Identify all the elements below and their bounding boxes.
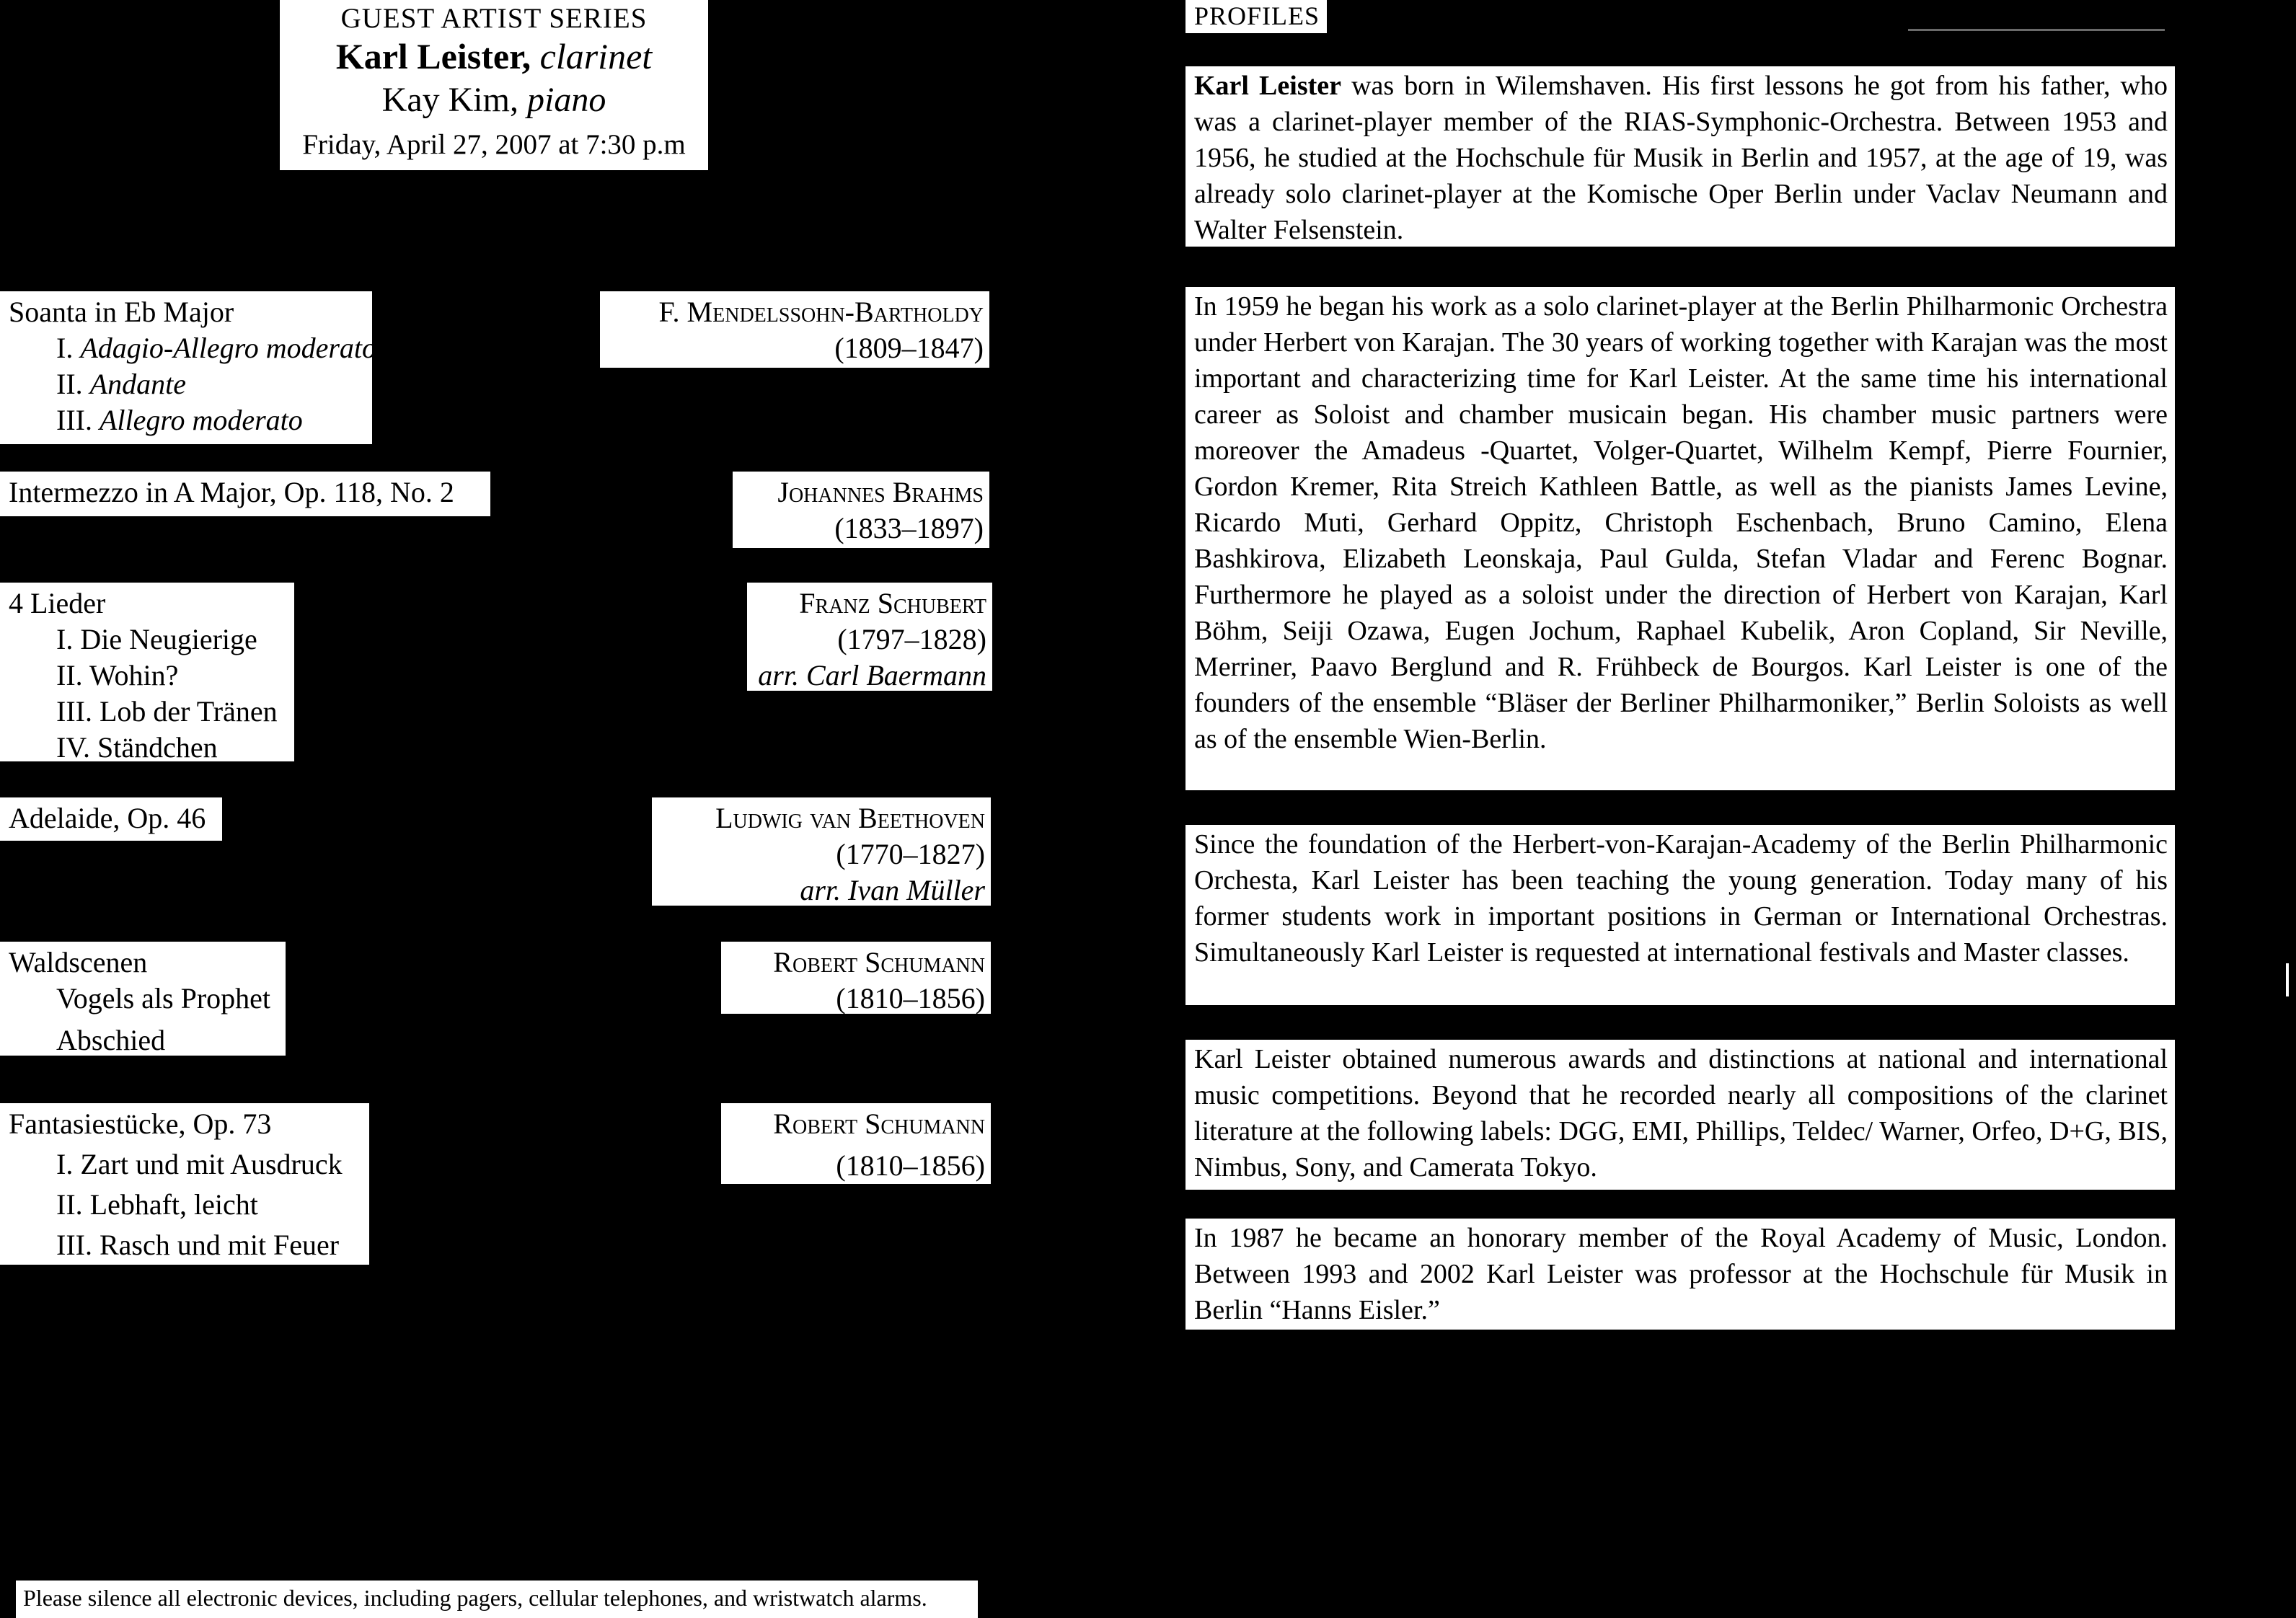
movement: Abschied: [56, 1024, 166, 1056]
profile-text: In 1987 he became an honorary member of the Royal Academy of Music, London. Between 1993 and 2002 Karl Leister was professor at the Hochschule für Musik in Berlin “Hanns Eisler.”: [1194, 1223, 2168, 1325]
profile-paragraph-2: [1185, 287, 2175, 790]
movement-number: I.: [56, 332, 81, 364]
profile-paragraph-1: [1185, 66, 2175, 247]
profile-text: Karl Leister obtained numerous awards and distinctions at national and international music competitions. Beyond that he recorded nearly all compositions of the clarinet literature at the following labels: DGG, EMI, Phillips, Teldec/ Warner, Orfeo, D+G, BIS, Nimbus, Sony, and Camerata Tokyo.: [1194, 1044, 2168, 1182]
program-item-5: [0, 942, 286, 1056]
artist-instrument: clarinet: [539, 36, 653, 76]
piece-title: Adelaide, Op. 46: [9, 802, 206, 834]
composer-name: Robert Schumann: [773, 1108, 985, 1140]
profile-text: was born in Wilemshaven. His first lessons he got from his father, who was a clarinet-player member of the RIAS-Symphonic-Orchestra. Between 1953 and 1956, he studied at the Hochschule für Musik in Berlin and 1957, at the age of 19, was already solo clarinet-player at the Komische Oper Berlin under Vaclav Neumann and Walter Felsenstein.: [1194, 71, 2168, 245]
composer-years: (1770–1827): [836, 838, 985, 870]
profile-paragraph-4: [1185, 1040, 2175, 1190]
movement-name: Andante: [89, 368, 186, 400]
composer-years: (1810–1856): [836, 1149, 985, 1182]
profiles-heading: PROFILES: [1185, 0, 1327, 33]
movement: [9, 366, 372, 402]
movement: [9, 330, 377, 366]
composer-name: Ludwig van Beethoven: [715, 802, 985, 834]
movement: II. Lebhaft, leicht: [56, 1188, 258, 1221]
profile-text: Since the foundation of the Herbert-von-Karajan-Academy of the Berlin Philharmonic Orchesta, Karl Leister has been teaching the young generation. Today many of his former students work in important positions in German or International Orchestras. Simultaneously Karl Leister is requested at international festivals and Master classes.: [1194, 829, 2168, 968]
composer-2: [733, 472, 989, 548]
movement: III. Rasch und mit Feuer: [56, 1229, 340, 1261]
profile-paragraph-5: [1185, 1219, 2175, 1330]
profile-lead-name: Karl Leister: [1194, 71, 1342, 101]
concert-date: Friday, April 27, 2007 at 7:30 p.m: [302, 129, 686, 160]
movement: IV. Ständchen: [56, 731, 218, 764]
piece-title: Waldscenen: [9, 946, 148, 978]
composer-3: [747, 583, 992, 691]
movement: [9, 402, 372, 438]
movement-name: Allegro moderato: [99, 404, 303, 436]
composer-4: [652, 797, 991, 906]
edge-mark: [2286, 963, 2289, 996]
concert-header: [280, 0, 708, 170]
artist-line: [280, 35, 708, 78]
movement: I. Zart und mit Ausdruck: [56, 1148, 343, 1180]
program-item-2: [0, 472, 490, 516]
movement-number: II.: [56, 368, 90, 400]
profile-text: In 1959 he began his work as a solo clarinet-player at the Berlin Philharmonic Orchestra under Herbert von Karajan. The 30 years of working together with Karajan was the most important and characterizing time for Karl Leister. At the same time his international career as Soloist and chamber musicain began. His chamber music partners were moreover the Amadeus -Quartet, Volger-Quartet, Wilhelm Kempf, Pierre Fournier, Gordon Kremer, Rita Streich Kathleen Battle, as well as the pianists James Levine, Ricardo Muti, Gerhard Oppitz, Christoph Eschenbach, Bruno Camino, Elena Bashkirova, Elizabeth Leonskaja, Paul Gulda, Stefan Vladar and Ferenc Bognar. Furthermore he played as a soloist under the direction of Herbert von Karajan, Karl Böhm, Seiji Ozawa, Eugen Jochum, Raphael Kubelik, Aron Copland, Sir Neville, Merriner, Paavo Berglund and R. Frühbeck de Bourgos. Karl Leister is one of the founders of the ensemble “Bläser der Berliner Philharmoniker,” Berlin Soloists as well as of the ensemble Wien-Berlin.: [1194, 291, 2168, 754]
arranger: arr. Carl Baermann: [758, 659, 986, 691]
decorative-rule: [1908, 29, 2165, 31]
movement-number: III.: [56, 404, 100, 436]
composer-name: F. Mendelssohn-Bartholdy: [658, 296, 984, 328]
piece-title: Soanta in Eb Major: [9, 296, 234, 328]
movement: II. Wohin?: [56, 659, 179, 691]
composer-years: (1833–1897): [834, 512, 984, 544]
composer-1: [600, 291, 989, 368]
program-item-3: [0, 583, 294, 764]
composer-years: (1809–1847): [834, 332, 984, 364]
composer-years: (1810–1856): [836, 982, 985, 1014]
movement: I. Die Neugierige: [56, 623, 257, 655]
profile-paragraph-3: [1185, 825, 2175, 1005]
pianist-line: [280, 78, 708, 123]
movement-name: Adagio-Allegro moderato: [80, 332, 377, 364]
series-title: GUEST ARTIST SERIES: [340, 3, 648, 34]
composer-5: [721, 942, 991, 1014]
pianist-instrument: piano: [526, 81, 606, 119]
composer-years: (1797–1828): [837, 623, 986, 655]
program-item-4: [0, 797, 222, 841]
piece-title: Fantasiestücke, Op. 73: [9, 1108, 272, 1140]
program-item-1: [0, 291, 377, 444]
silence-devices-notice: Please silence all electronic devices, including pagers, cellular telephones, and wristwatch alarms.: [16, 1581, 978, 1618]
program-item-6: [0, 1103, 369, 1265]
composer-name: Franz Schubert: [799, 587, 986, 619]
composer-6: [721, 1103, 991, 1184]
artist-name: Karl Leister,: [335, 36, 531, 76]
composer-name: Johannes Brahms: [777, 476, 984, 508]
composer-name: Robert Schumann: [773, 946, 985, 978]
piece-title: 4 Lieder: [9, 587, 106, 619]
arranger: arr. Ivan Müller: [800, 874, 985, 906]
pianist-name: Kay Kim,: [381, 81, 518, 119]
movement: Vogels als Prophet: [56, 982, 271, 1014]
piece-title: Intermezzo in A Major, Op. 118, No. 2: [9, 476, 454, 508]
movement: III. Lob der Tränen: [56, 695, 278, 728]
